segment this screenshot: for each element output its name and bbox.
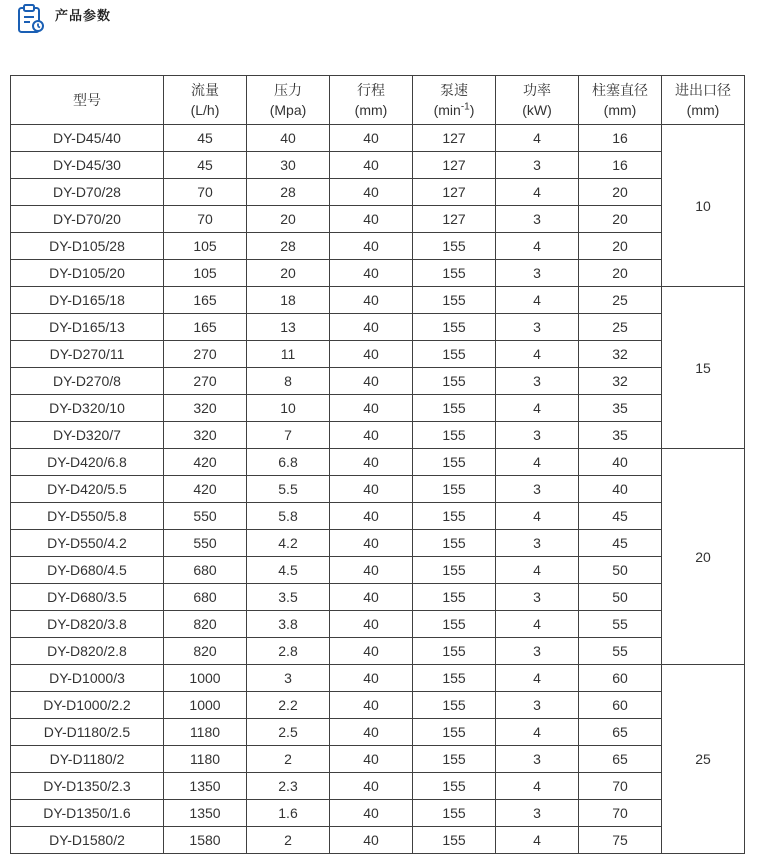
table-cell: 3 [496,368,579,395]
table-cell: DY-D320/7 [11,422,164,449]
table-row [11,692,745,719]
table-cell: 3 [496,638,579,665]
table-cell: DY-D420/6.8 [11,449,164,476]
table-cell: 7 [247,422,330,449]
table-row [11,611,745,638]
table-cell: DY-D70/20 [11,206,164,233]
table-cell: DY-D165/13 [11,314,164,341]
column-header-unit: (L/h) [190,102,220,118]
table-cell: 155 [413,557,496,584]
table-row [11,800,745,827]
port-diameter-cell: 20 [662,449,745,665]
table-row [11,665,745,692]
table-cell: DY-D1350/2.3 [11,773,164,800]
table-cell: 10 [247,395,330,422]
table-row [11,368,745,395]
table-cell: 40 [330,800,413,827]
table-cell: 550 [164,503,247,530]
table-cell: 680 [164,557,247,584]
table-cell: 680 [164,584,247,611]
table-cell: 3 [496,476,579,503]
table-cell: 28 [247,179,330,206]
table-cell: 40 [330,179,413,206]
table-cell: 155 [413,800,496,827]
table-cell: 50 [579,584,662,611]
table-row [11,557,745,584]
port-diameter-cell: 25 [662,665,745,854]
table-row [11,584,745,611]
column-header [247,76,330,125]
table-row [11,827,745,854]
table-cell: 155 [413,287,496,314]
table-cell: 155 [413,395,496,422]
table-cell: 4 [496,611,579,638]
table-cell: 55 [579,638,662,665]
table-cell: 40 [330,287,413,314]
table-cell: 155 [413,827,496,854]
table-cell: 320 [164,395,247,422]
table-cell: 420 [164,449,247,476]
table-cell: 2 [247,746,330,773]
table-cell: 155 [413,719,496,746]
table-cell: 13 [247,314,330,341]
table-cell: 40 [330,206,413,233]
table-cell: 1000 [164,665,247,692]
column-header-unit: $(\min^{-1})$ [433,101,475,118]
table-cell: 3 [496,584,579,611]
column-header-label: 进出口径 [675,82,731,98]
column-header-label: 型号 [73,92,101,108]
table-cell: 4 [496,557,579,584]
table-cell: 165 [164,314,247,341]
table-cell: 40 [330,530,413,557]
table-cell: DY-D45/30 [11,152,164,179]
table-cell: 45 [164,152,247,179]
table-cell: 65 [579,719,662,746]
table-row [11,719,745,746]
table-cell: 105 [164,233,247,260]
table-cell: 40 [330,827,413,854]
table-cell: 40 [330,557,413,584]
table-cell: 3 [496,800,579,827]
table-cell: 16 [579,152,662,179]
table-cell: 127 [413,125,496,152]
column-header-label: 功率 [523,82,551,98]
table-cell: 8 [247,368,330,395]
table-cell: 40 [330,233,413,260]
table-cell: 1.6 [247,800,330,827]
table-cell: 3 [496,692,579,719]
section-title: 产品参数 [55,8,112,23]
table-cell: 4.2 [247,530,330,557]
table-row [11,476,745,503]
table-cell: 40 [330,584,413,611]
table-cell: 25 [579,287,662,314]
table-row [11,746,745,773]
table-cell: 40 [330,692,413,719]
table-cell: 155 [413,314,496,341]
table-row [11,179,745,206]
table-cell: 155 [413,260,496,287]
column-header [164,76,247,125]
table-cell: 127 [413,206,496,233]
table-cell: 40 [330,476,413,503]
table-cell: 18 [247,287,330,314]
table-cell: 550 [164,530,247,557]
table-row [11,638,745,665]
table-cell: 155 [413,341,496,368]
table-cell: 1180 [164,719,247,746]
table-cell: 3.5 [247,584,330,611]
table-cell: 3.8 [247,611,330,638]
table-cell: 45 [579,503,662,530]
table-cell: 40 [330,422,413,449]
column-header-unit: (mm) [603,102,637,118]
table-cell: 2.5 [247,719,330,746]
column-header [11,76,164,125]
table-body [11,125,745,854]
table-cell: 40 [330,773,413,800]
table-row [11,287,745,314]
table-cell: 4 [496,287,579,314]
table-cell: 50 [579,557,662,584]
table-cell: 55 [579,611,662,638]
table-cell: 5.5 [247,476,330,503]
table-cell: 28 [247,233,330,260]
column-header-label: 泵速 [440,82,468,98]
table-cell: 4 [496,233,579,260]
table-cell: 20 [579,206,662,233]
table-cell: 40 [330,719,413,746]
table-cell: DY-D1000/2.2 [11,692,164,719]
table-cell: 155 [413,611,496,638]
table-cell: DY-D1350/1.6 [11,800,164,827]
table-cell: 105 [164,260,247,287]
table-cell: 40 [330,503,413,530]
table-cell: 4.5 [247,557,330,584]
table-cell: 40 [579,476,662,503]
column-header-label: 柱塞直径 [592,82,648,98]
table-cell: 32 [579,341,662,368]
table-cell: DY-D420/5.5 [11,476,164,503]
table-cell: 40 [330,746,413,773]
table-cell: 60 [579,692,662,719]
table-cell: 155 [413,530,496,557]
table-cell: 40 [330,611,413,638]
column-header-label: 压力 [274,82,302,98]
table-cell: 20 [579,260,662,287]
table-cell: 4 [496,773,579,800]
column-header [662,76,745,125]
table-row [11,395,745,422]
table-cell: 155 [413,476,496,503]
table-cell: 4 [496,827,579,854]
port-diameter-cell: 15 [662,287,745,449]
table-cell: 4 [496,449,579,476]
table-cell: 3 [496,530,579,557]
table-cell: 45 [579,530,662,557]
table-cell: 11 [247,341,330,368]
table-cell: DY-D1000/3 [11,665,164,692]
table-cell: 155 [413,233,496,260]
table-cell: 1000 [164,692,247,719]
table-cell: 155 [413,692,496,719]
table-cell: DY-D270/11 [11,341,164,368]
column-header-label: 流量 [191,82,219,98]
table-cell: 4 [496,341,579,368]
table-cell: DY-D270/8 [11,368,164,395]
table-cell: 4 [496,125,579,152]
table-cell: 155 [413,746,496,773]
table-row [11,422,745,449]
table-cell: 820 [164,611,247,638]
table-cell: 820 [164,638,247,665]
table-cell: 155 [413,665,496,692]
table-cell: 40 [247,125,330,152]
table-row [11,773,745,800]
column-header-unit: (Mpa) [269,102,307,118]
table-cell: DY-D1180/2.5 [11,719,164,746]
table-cell: 155 [413,773,496,800]
table-cell: 127 [413,152,496,179]
table-cell: 4 [496,665,579,692]
table-cell: 155 [413,368,496,395]
table-cell: 25 [579,314,662,341]
table-cell: 70 [579,800,662,827]
table-cell: 6.8 [247,449,330,476]
table-cell: 270 [164,341,247,368]
clipboard-icon [14,2,46,34]
table-cell: 40 [330,152,413,179]
table-cell: 40 [330,638,413,665]
table-cell: 40 [330,449,413,476]
table-cell: 65 [579,746,662,773]
table-cell: 40 [330,395,413,422]
port-diameter-cell: 10 [662,125,745,287]
table-cell: DY-D550/5.8 [11,503,164,530]
table-row [11,125,745,152]
column-header [579,76,662,125]
table-cell: 40 [579,449,662,476]
table-cell: 4 [496,503,579,530]
table-cell: DY-D680/3.5 [11,584,164,611]
table-cell: 60 [579,665,662,692]
table-cell: DY-D680/4.5 [11,557,164,584]
table-cell: 155 [413,422,496,449]
table-cell: DY-D550/4.2 [11,530,164,557]
table-cell: 16 [579,125,662,152]
section-header [14,2,111,36]
table-cell: DY-D105/20 [11,260,164,287]
table-cell: 20 [247,206,330,233]
table-cell: 40 [330,260,413,287]
table-cell: DY-D820/3.8 [11,611,164,638]
table-header-row [11,76,745,125]
table-cell: 40 [330,314,413,341]
table-cell: 35 [579,395,662,422]
table-cell: 75 [579,827,662,854]
table-row [11,233,745,260]
table-cell: 70 [164,179,247,206]
table-cell: DY-D45/40 [11,125,164,152]
table-cell: 3 [247,665,330,692]
product-params-table [10,75,745,854]
column-header-unit: (mm) [354,102,388,118]
table-cell: 1350 [164,773,247,800]
table-cell: 155 [413,584,496,611]
table-cell: 2 [247,827,330,854]
table-cell: 3 [496,152,579,179]
table-cell: 2.2 [247,692,330,719]
table-cell: 70 [164,206,247,233]
column-header [496,76,579,125]
table-cell: 45 [164,125,247,152]
table-cell: 3 [496,206,579,233]
table-cell: 35 [579,422,662,449]
table-cell: 1180 [164,746,247,773]
table-cell: DY-D1180/2 [11,746,164,773]
table-cell: 270 [164,368,247,395]
table-cell: 155 [413,638,496,665]
table-cell: 4 [496,179,579,206]
column-header-unit: (kW) [522,102,552,118]
table-cell: 3 [496,260,579,287]
table-cell: 20 [247,260,330,287]
table-cell: 40 [330,368,413,395]
table-cell: 20 [579,179,662,206]
table-cell: DY-D70/28 [11,179,164,206]
table-cell: 155 [413,449,496,476]
table-cell: 127 [413,179,496,206]
table-cell: DY-D165/18 [11,287,164,314]
table-cell: 40 [330,341,413,368]
table-cell: DY-D320/10 [11,395,164,422]
table-cell: 2.8 [247,638,330,665]
table-cell: 3 [496,422,579,449]
table-row [11,260,745,287]
table-cell: 1350 [164,800,247,827]
table-cell: 1580 [164,827,247,854]
table-row [11,530,745,557]
table-row [11,341,745,368]
column-header [413,76,496,125]
table-cell: 5.8 [247,503,330,530]
table-cell: 3 [496,746,579,773]
table-cell: DY-D105/28 [11,233,164,260]
table-cell: 4 [496,719,579,746]
table-cell: 155 [413,503,496,530]
table-row [11,152,745,179]
table-cell: 40 [330,125,413,152]
column-header-label: 行程 [357,82,385,98]
table-cell: DY-D820/2.8 [11,638,164,665]
table-row [11,314,745,341]
table-cell: 20 [579,233,662,260]
table-cell: 32 [579,368,662,395]
table-cell: 165 [164,287,247,314]
table-cell: 2.3 [247,773,330,800]
table-cell: 3 [496,314,579,341]
table-cell: 70 [579,773,662,800]
table-cell: 420 [164,476,247,503]
table-cell: DY-D1580/2 [11,827,164,854]
table-row [11,449,745,476]
table-cell: 320 [164,422,247,449]
table-row [11,206,745,233]
table-cell: 4 [496,395,579,422]
table-cell: 40 [330,665,413,692]
column-header-unit: (mm) [686,102,720,118]
table-cell: 30 [247,152,330,179]
column-header [330,76,413,125]
table-row [11,503,745,530]
